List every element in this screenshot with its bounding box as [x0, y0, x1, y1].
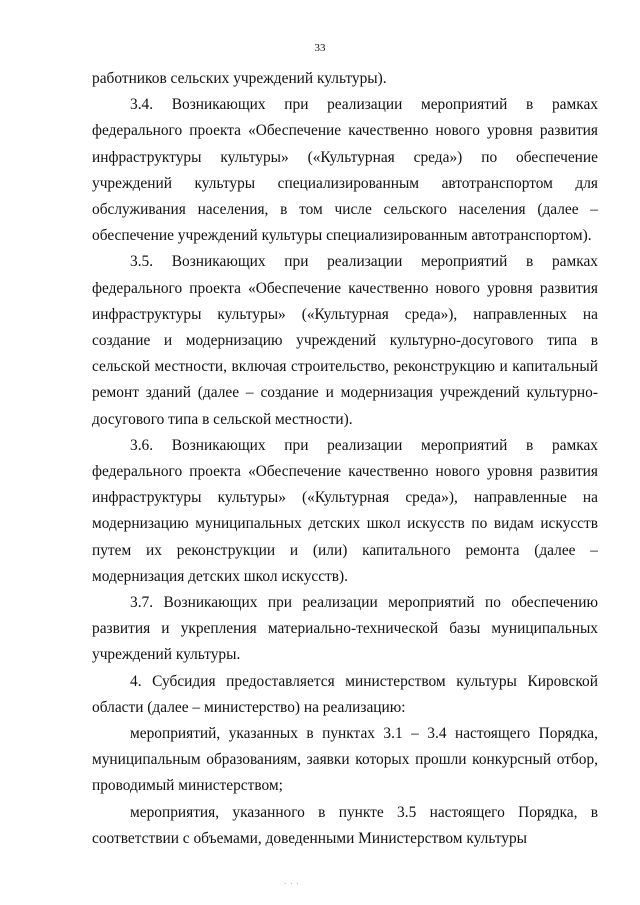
document-body [92, 66, 598, 852]
paragraph-3-5: 3.5. Возникающих при реализации мероприятий в рамках федерального проекта «Обеспечение качественно нового уровня развития инфраструктуры культуры» («Культурная среда»), направленных на создание и модернизацию учреждений культурно-досугового типа в сельской местности, включая строительство, реконструкцию и капитальный ремонт зданий (далее – создание и модернизация учреждений культурно-досугового типа в сельской местности). [92, 253, 598, 428]
paragraph-continuation: работников сельских учреждений культуры). [92, 70, 387, 87]
paragraph-3-4: 3.4. Возникающих при реализации мероприятий в рамках федерального проекта «Обеспечение качественно нового уровня развития инфраструктуры культуры» («Культурная среда») по обеспечение учреждений культуры специализированным автотранспортом для обслуживания населения, в том числе сельского населения (далее – обеспечение учреждений культуры специализированным автотранспортом). [92, 96, 598, 245]
footer-scan-mark: · · · [284, 880, 300, 888]
paragraph-4-item-2: мероприятия, указанного в пункте 3.5 настоящего Порядка, в соответствии с объемами, доведенными Министерством культуры [92, 803, 598, 847]
paragraph-4-item-1: мероприятий, указанных в пунктах 3.1 – 3.4 настоящего Порядка, муниципальным образованиям, заявки которых прошли конкурсный отбор, проводимый министерством; [92, 725, 598, 795]
page-number: 33 [314, 42, 326, 54]
paragraph-4: 4. Субсидия предоставляется министерством культуры Кировской области (далее – министерство) на реализацию: [92, 672, 598, 716]
paragraph-3-6: 3.6. Возникающих при реализации мероприятий в рамках федерального проекта «Обеспечение качественно нового уровня развития инфраструктуры культуры» («Культурная среда»), направленные на модернизацию муниципальных детских школ искусств по видам искусств путем их реконструкции и (или) капитального ремонта (далее – модернизация детских школ искусств). [92, 436, 598, 585]
paragraph-3-7: 3.7. Возникающих при реализации мероприятий по обеспечению развития и укрепления материально-технической базы муниципальных учреждений культуры. [92, 594, 598, 664]
